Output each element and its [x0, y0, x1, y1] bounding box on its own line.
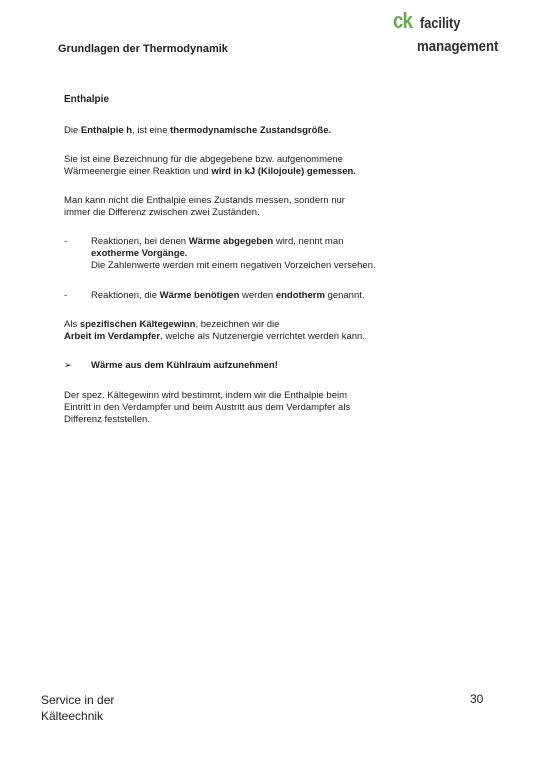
bullet-dash: -: [64, 236, 68, 247]
list-item-endotherm: - Reaktionen, die Wärme benötigen werden endotherm genannt.: [64, 290, 365, 301]
footer-line-1: Service in der: [41, 693, 115, 707]
list-item-exotherm: - Reaktionen, bei denen Wärme abgegeben wird, nennt man exotherme Vorgänge. Die Zahlenwerte werden mit einem negativen Vorzeichen versehen.: [64, 236, 376, 271]
footer-text: [41, 692, 114, 724]
logo-facility: facility: [420, 15, 461, 32]
page-number: 30: [470, 692, 484, 706]
document-body: [64, 94, 454, 426]
footer-line-2: Kälteechnik: [41, 709, 104, 723]
paragraph-bezeichnung: Sie ist eine Bezeichnung für die abgegebene bzw. aufgenommene Wärmeenergie einer Reaktion und wird in kJ (Kilojoule) gemessen.: [64, 154, 356, 177]
section-heading: Enthalpie: [64, 94, 110, 105]
paragraph-kaeltegewinn: Als spezifischen Kältegewinn, bezeichnen wir die Arbeit im Verdampfer, welche als Nutzenergie verrichtet werden kann.: [64, 319, 365, 342]
paragraph-bestimmung: Der spez. Kältegewinn wird bestimmt, indem wir die Enthalpie beim Eintritt in den Verdampfer und beim Austritt aus dem Verdampfer als Differenz feststellen.: [64, 390, 351, 425]
paragraph-enthalpie-definition: Die Enthalpie h, ist eine thermodynamische Zustandsgröße.: [64, 125, 332, 136]
logo-management: management: [417, 38, 499, 55]
bullet-dash: -: [64, 290, 68, 301]
company-logo: [393, 8, 513, 60]
arrow-bullet-icon: ➢: [64, 360, 72, 371]
page-header-title: Grundlagen der Thermodynamik: [58, 43, 228, 55]
paragraph-differenz: Man kann nicht die Enthalpie eines Zustands messen, sondern nur immer die Differenz zwischen zwei Zuständen.: [64, 195, 345, 218]
logo-ck: ck: [393, 8, 413, 33]
arrow-item: ➢ Wärme aus dem Kühlraum aufzunehmen!: [64, 360, 278, 371]
